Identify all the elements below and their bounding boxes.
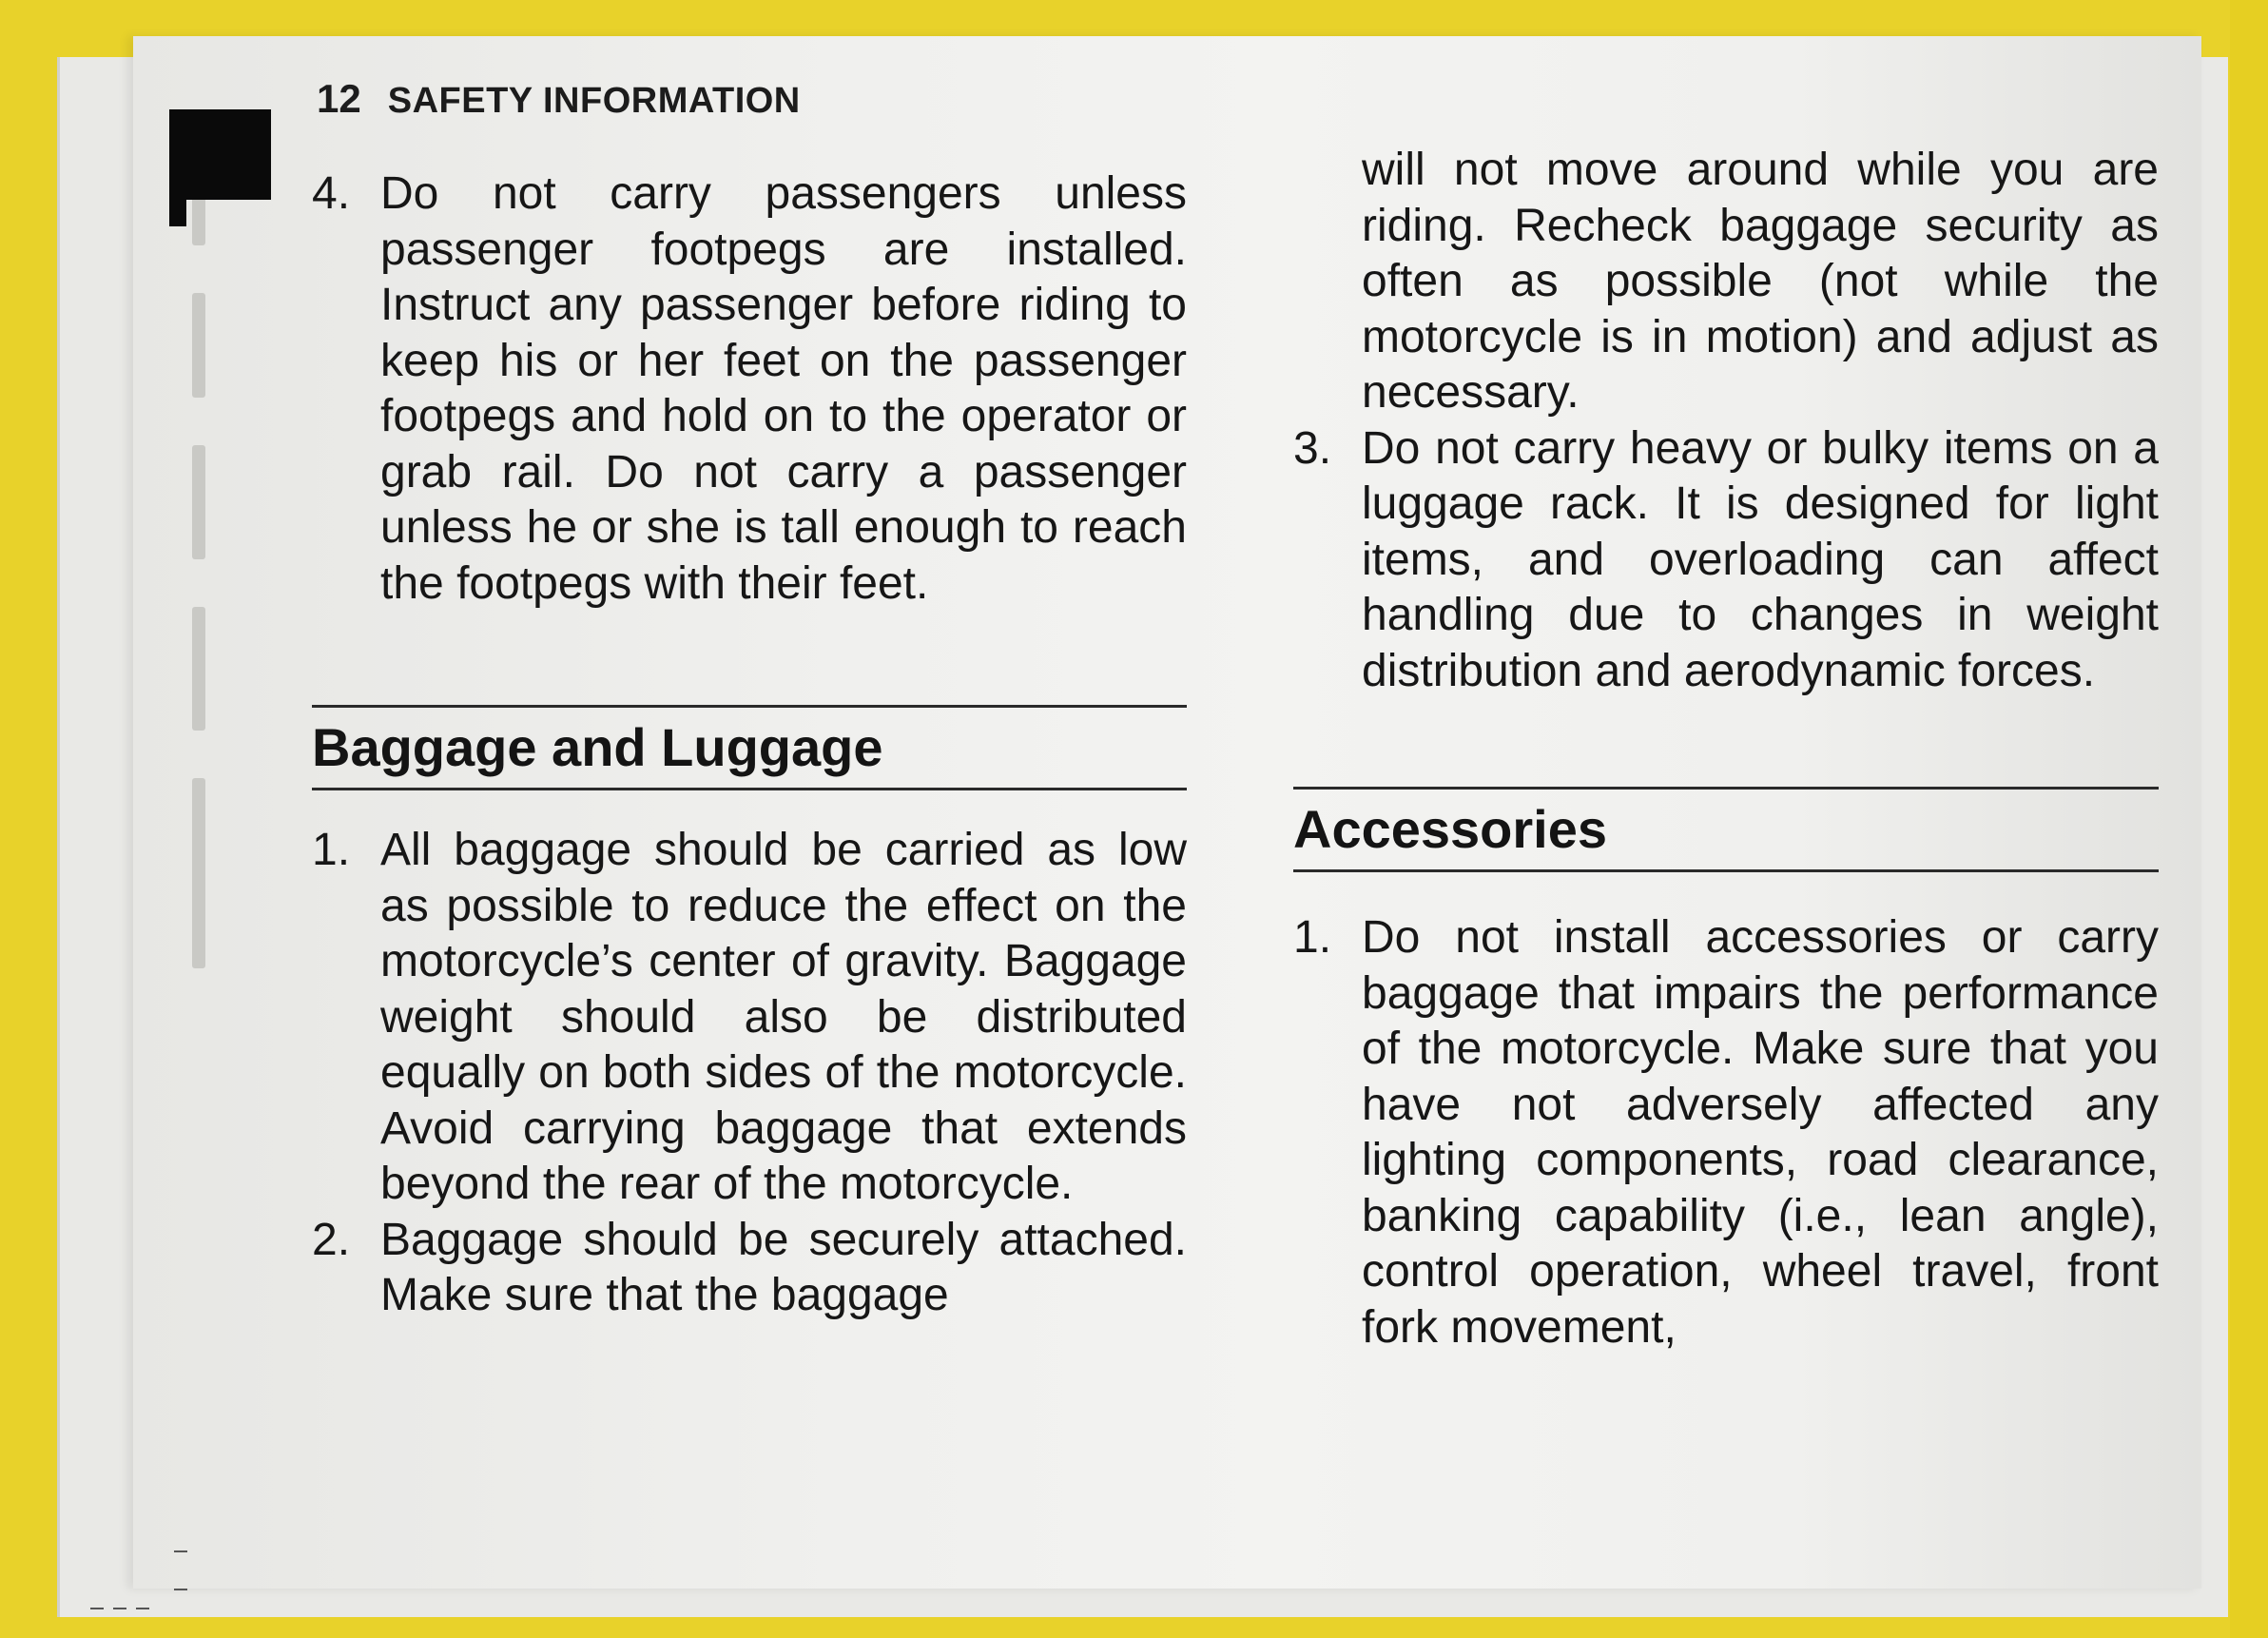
left-column [312, 166, 1187, 1324]
section-tab-marker-tail [169, 143, 186, 226]
edge-mark [192, 607, 205, 731]
edge-mark [192, 445, 205, 559]
spacer [1293, 872, 2159, 910]
corner-dash [113, 1608, 126, 1609]
baggage-heading: Baggage and Luggage [312, 716, 883, 777]
corner-dash [90, 1608, 104, 1609]
list-item-2 [312, 1213, 1187, 1324]
page-header [317, 76, 801, 122]
page-corner-marks [81, 1550, 195, 1627]
page-edge-marks [192, 179, 207, 1035]
list-text: Do not carry heavy or bulky items on a luggage rack. It is designed for light items, and overloading can affect handling due to changes in weight distribution and aerodynamic forces. [1362, 422, 2159, 696]
list-number: 1. [1293, 912, 1332, 963]
page-edge-yellow [2230, 0, 2268, 1638]
spacer [312, 612, 1187, 705]
accessories-heading: Accessories [1293, 798, 1608, 859]
list-number: 4. [312, 168, 351, 219]
list-text: Baggage should be securely attached. Make sure that the baggage [380, 1214, 1187, 1320]
edge-mark [192, 778, 205, 968]
accessories-heading-block [1293, 787, 2159, 872]
continued-text: will not move around while you are riding. Recheck baggage security as often as possible (not while the motorcycle is in motion) and adjust as necessary. [1362, 145, 2159, 418]
edge-mark [192, 293, 205, 398]
corner-dash [174, 1550, 187, 1552]
baggage-heading-block [312, 705, 1187, 790]
corner-dash [174, 1589, 187, 1590]
list-text: Do not install accessories or carry baggage that impairs the performance of the motorcycle. Make sure that you have not adversely affected any lighting components, road clearance, banking capability (i.e., lean angle), control operation, wheel travel, front fork movement, [1362, 912, 2159, 1353]
list-number: 1. [312, 825, 351, 875]
spacer [312, 790, 1187, 823]
list-number: 2. [312, 1214, 351, 1265]
list-item-3 [1293, 421, 2159, 700]
list-item-4 [312, 166, 1187, 612]
list-text: Do not carry passengers unless passenger footpegs are installed. Instruct any passenger before riding to keep his or her feet on the passenger footpegs and hold on to the operator or grab rail. Do not carry a passenger unless he or she is tall enough to reach the footpegs with their feet. [380, 168, 1187, 609]
list-item-1 [312, 823, 1187, 1213]
list-item-1 [1293, 910, 2159, 1355]
page-number: 12 [317, 76, 361, 121]
list-text: All baggage should be carried as low as possible to reduce the effect on the motorcycle’s center of gravity. Baggage weight should also be distributed equally on both sides of the motorcycle. Avoid carrying baggage that extends beyond the rear of the motorcycle. [380, 825, 1187, 1209]
right-column [1293, 143, 2159, 1355]
list-number: 3. [1293, 422, 1332, 474]
spacer [1293, 699, 2159, 787]
corner-dash [136, 1608, 149, 1609]
section-title: SAFETY INFORMATION [387, 81, 801, 121]
